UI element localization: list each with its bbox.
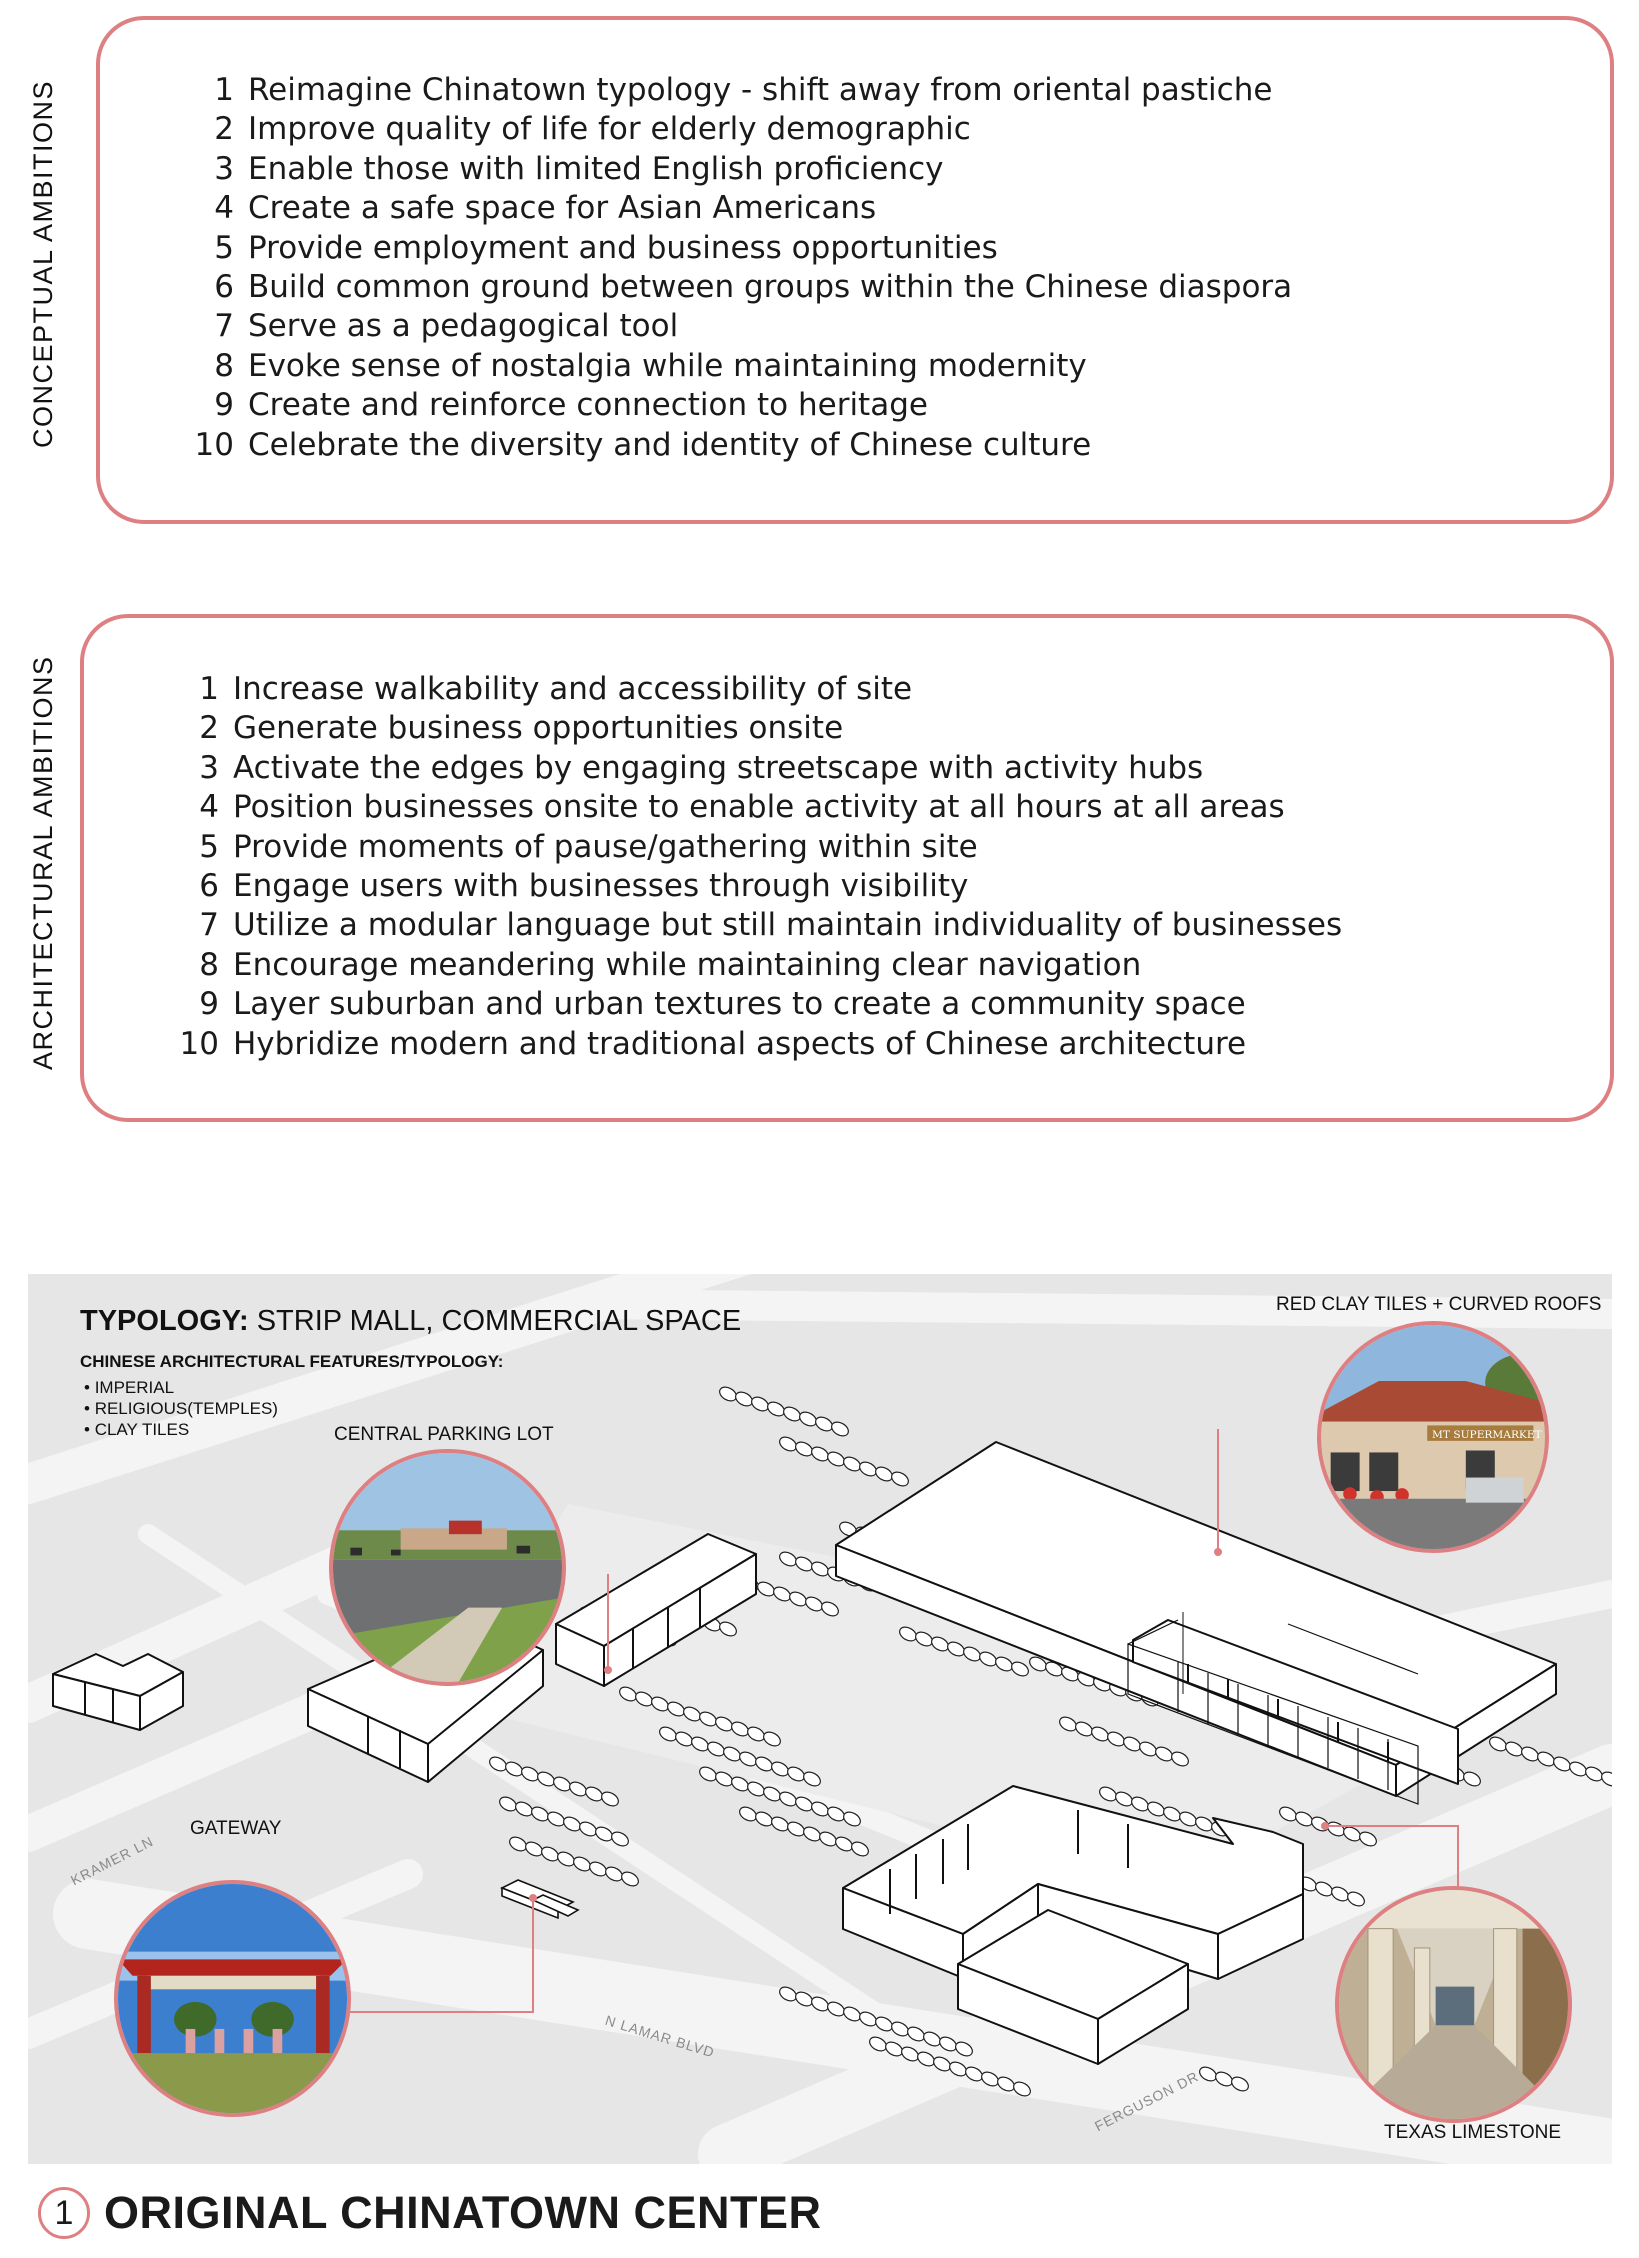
parked-car (1341, 1824, 1363, 1843)
ambition-text: Activate the edges by engaging streetscape with activity hubs (233, 749, 1204, 786)
parked-car (497, 1794, 519, 1813)
parked-car (1503, 1739, 1525, 1758)
parked-car (555, 1849, 577, 1868)
feature-text: CLAY TILES (94, 1420, 190, 1439)
parked-car (753, 1809, 775, 1828)
site-axonometric (28, 1274, 1612, 2164)
parked-car (793, 1439, 815, 1458)
ambition-text: Engage users with businesses through visibility (233, 867, 969, 904)
parked-car (829, 1419, 851, 1438)
parked-car (619, 1869, 641, 1888)
parked-car (523, 1839, 545, 1858)
ambition-text: Position businesses onsite to enable activity at all hours at all areas (233, 789, 1285, 826)
ambition-item (190, 347, 1292, 386)
ambition-number: 1 (214, 72, 234, 108)
parked-car (1487, 1734, 1509, 1753)
parked-car (797, 1409, 819, 1428)
ambition-item (175, 788, 1342, 827)
ambition-number: 7 (214, 308, 234, 345)
callout-parking-label: CENTRAL PARKING LOT (334, 1424, 554, 1445)
ambition-item (175, 828, 1342, 867)
street-lamar: N LAMAR BLVD (603, 2012, 717, 2061)
ambition-item (190, 229, 1292, 268)
ambition-text: Layer suburban and urban textures to create a community space (233, 986, 1246, 1023)
parked-car (809, 1444, 831, 1463)
parked-car (567, 1779, 589, 1798)
typology-heading (80, 1305, 741, 1338)
parked-car (817, 1829, 839, 1848)
ambition-text: Build common ground between groups within the Chinese diaspora (248, 268, 1293, 305)
footer-heading: ORIGINAL CHINATOWN CENTER (104, 2187, 822, 2238)
feature-text: IMPERIAL (94, 1378, 175, 1397)
ambition-number: 6 (199, 867, 219, 904)
footer-title (38, 2182, 822, 2244)
callout-roofs-label: RED CLAY TILES + CURVED ROOFS (1276, 1294, 1602, 1315)
ambition-number: 10 (194, 426, 234, 463)
supermarket-sign-text: MT SUPERMARKET (1432, 1427, 1542, 1441)
parked-car (603, 1864, 625, 1883)
ambition-text: Provide moments of pause/gathering within site (233, 828, 978, 865)
ambition-item (190, 110, 1292, 149)
architectural-ambitions-title: ARCHITECTURAL AMBITIONS (28, 655, 58, 1070)
ambition-item (190, 307, 1292, 346)
ambition-item (190, 71, 1292, 110)
parked-car (587, 1859, 609, 1878)
ambition-item (190, 150, 1292, 189)
parked-car (889, 1469, 911, 1488)
parked-car (507, 1834, 529, 1853)
photo-limestone (1335, 1886, 1572, 2123)
typology-label: TYPOLOGY: (80, 1305, 249, 1337)
conceptual-ambitions-title: CONCEPTUAL AMBITIONS (28, 79, 58, 448)
ambition-item (175, 749, 1342, 788)
ambition-item (175, 670, 1342, 709)
street-kramer: KRAMER LN (68, 1832, 157, 1889)
parked-car (733, 1389, 755, 1408)
architectural-ambitions-list (175, 670, 1342, 1064)
ambition-number: 9 (199, 986, 219, 1023)
features-heading: CHINESE ARCHITECTURAL FEATURES/TYPOLOGY: (80, 1352, 504, 1371)
ambition-number: 7 (199, 907, 219, 944)
ambition-text: Encourage meandering while maintaining clear navigation (233, 946, 1142, 983)
ambition-text: Evoke sense of nostalgia while maintaining modernity (248, 347, 1087, 384)
typology-value: STRIP MALL, COMMERCIAL SPACE (248, 1305, 742, 1337)
ambition-number: 5 (199, 828, 219, 865)
photo-clay-roofs (1317, 1321, 1549, 1553)
ambition-item (175, 1025, 1342, 1064)
parked-car (777, 1434, 799, 1453)
ambition-number: 2 (199, 710, 219, 747)
parked-car (539, 1844, 561, 1863)
ambition-number: 8 (199, 946, 219, 983)
parked-car (749, 1394, 771, 1413)
parked-car (857, 1459, 879, 1478)
ambition-text: Enable those with limited English proficiency (248, 150, 944, 187)
parked-car (825, 1449, 847, 1468)
parked-car (1325, 1819, 1347, 1838)
parked-car (1535, 1749, 1557, 1768)
ambition-text: Create a safe space for Asian Americans (248, 190, 877, 227)
ambition-item (175, 709, 1342, 748)
ambition-number: 6 (214, 268, 234, 305)
ambition-text: Generate business opportunities onsite (233, 710, 844, 747)
parked-car (583, 1784, 605, 1803)
parked-car (769, 1814, 791, 1833)
ambition-text: Provide employment and business opportunities (248, 229, 998, 266)
feature-text: RELIGIOUS(TEMPLES) (94, 1399, 278, 1418)
ambition-item (175, 906, 1342, 945)
parked-car (813, 1414, 835, 1433)
ambition-item (175, 985, 1342, 1024)
parked-car (717, 1384, 739, 1403)
ambition-text: Celebrate the diversity and identity of Chinese culture (248, 426, 1092, 463)
ambition-number: 4 (214, 190, 234, 227)
ambition-item (190, 268, 1292, 307)
ambition-item (175, 946, 1342, 985)
ambition-item (190, 426, 1292, 465)
ambition-text: Reimagine Chinatown typology - shift away from oriental pastiche (248, 72, 1273, 108)
street-ferguson: FERGUSON DR (1092, 2068, 1202, 2135)
parked-car (1461, 1769, 1483, 1788)
ambition-number: 9 (214, 387, 234, 424)
ambition-number: 5 (214, 229, 234, 266)
callout-limestone-label: TEXAS LIMESTONE (1384, 2122, 1562, 2143)
parked-car (849, 1839, 871, 1858)
feature-religious: • RELIGIOUS(TEMPLES) (84, 1399, 278, 1418)
ambition-text: Hybridize modern and traditional aspects of Chinese architecture (233, 1025, 1247, 1062)
ambition-number: 3 (199, 749, 219, 786)
parked-car (841, 1454, 863, 1473)
footer-number-badge: 1 (38, 2187, 90, 2239)
feature-imperial: • IMPERIAL (84, 1378, 175, 1397)
ambition-text: Serve as a pedagogical tool (248, 308, 679, 345)
ambition-number: 8 (214, 347, 234, 384)
parked-car (1519, 1744, 1541, 1763)
parked-car (513, 1799, 535, 1818)
far-left-building (53, 1654, 183, 1730)
feature-clay-tiles: • CLAY TILES (84, 1420, 190, 1439)
ambition-number: 10 (179, 1025, 219, 1062)
parked-car (785, 1819, 807, 1838)
ambition-number: 2 (214, 111, 234, 148)
ambition-item (175, 867, 1342, 906)
ambition-text: Increase walkability and accessibility of site (233, 671, 913, 707)
parked-car (833, 1834, 855, 1853)
ambition-number: 1 (199, 671, 219, 707)
ambition-text: Create and reinforce connection to heritage (248, 387, 928, 424)
photo-parking-lot (329, 1449, 566, 1686)
parked-car (765, 1399, 787, 1418)
photo-gateway (114, 1880, 351, 2117)
parked-car (781, 1404, 803, 1423)
ambition-text: Improve quality of life for elderly demographic (248, 111, 971, 148)
parked-car (801, 1824, 823, 1843)
ambition-text: Utilize a modular language but still maintain individuality of businesses (233, 907, 1343, 944)
gateway-structure (502, 1880, 578, 1918)
parked-car (599, 1789, 621, 1808)
parked-car (873, 1464, 895, 1483)
ambition-item (190, 386, 1292, 425)
parked-car (571, 1854, 593, 1873)
ambition-item (190, 189, 1292, 228)
ambition-number: 3 (214, 150, 234, 187)
callout-gateway-label: GATEWAY (190, 1818, 282, 1839)
conceptual-ambitions-list (190, 71, 1292, 465)
ambition-number: 4 (199, 789, 219, 826)
parked-car (737, 1804, 759, 1823)
